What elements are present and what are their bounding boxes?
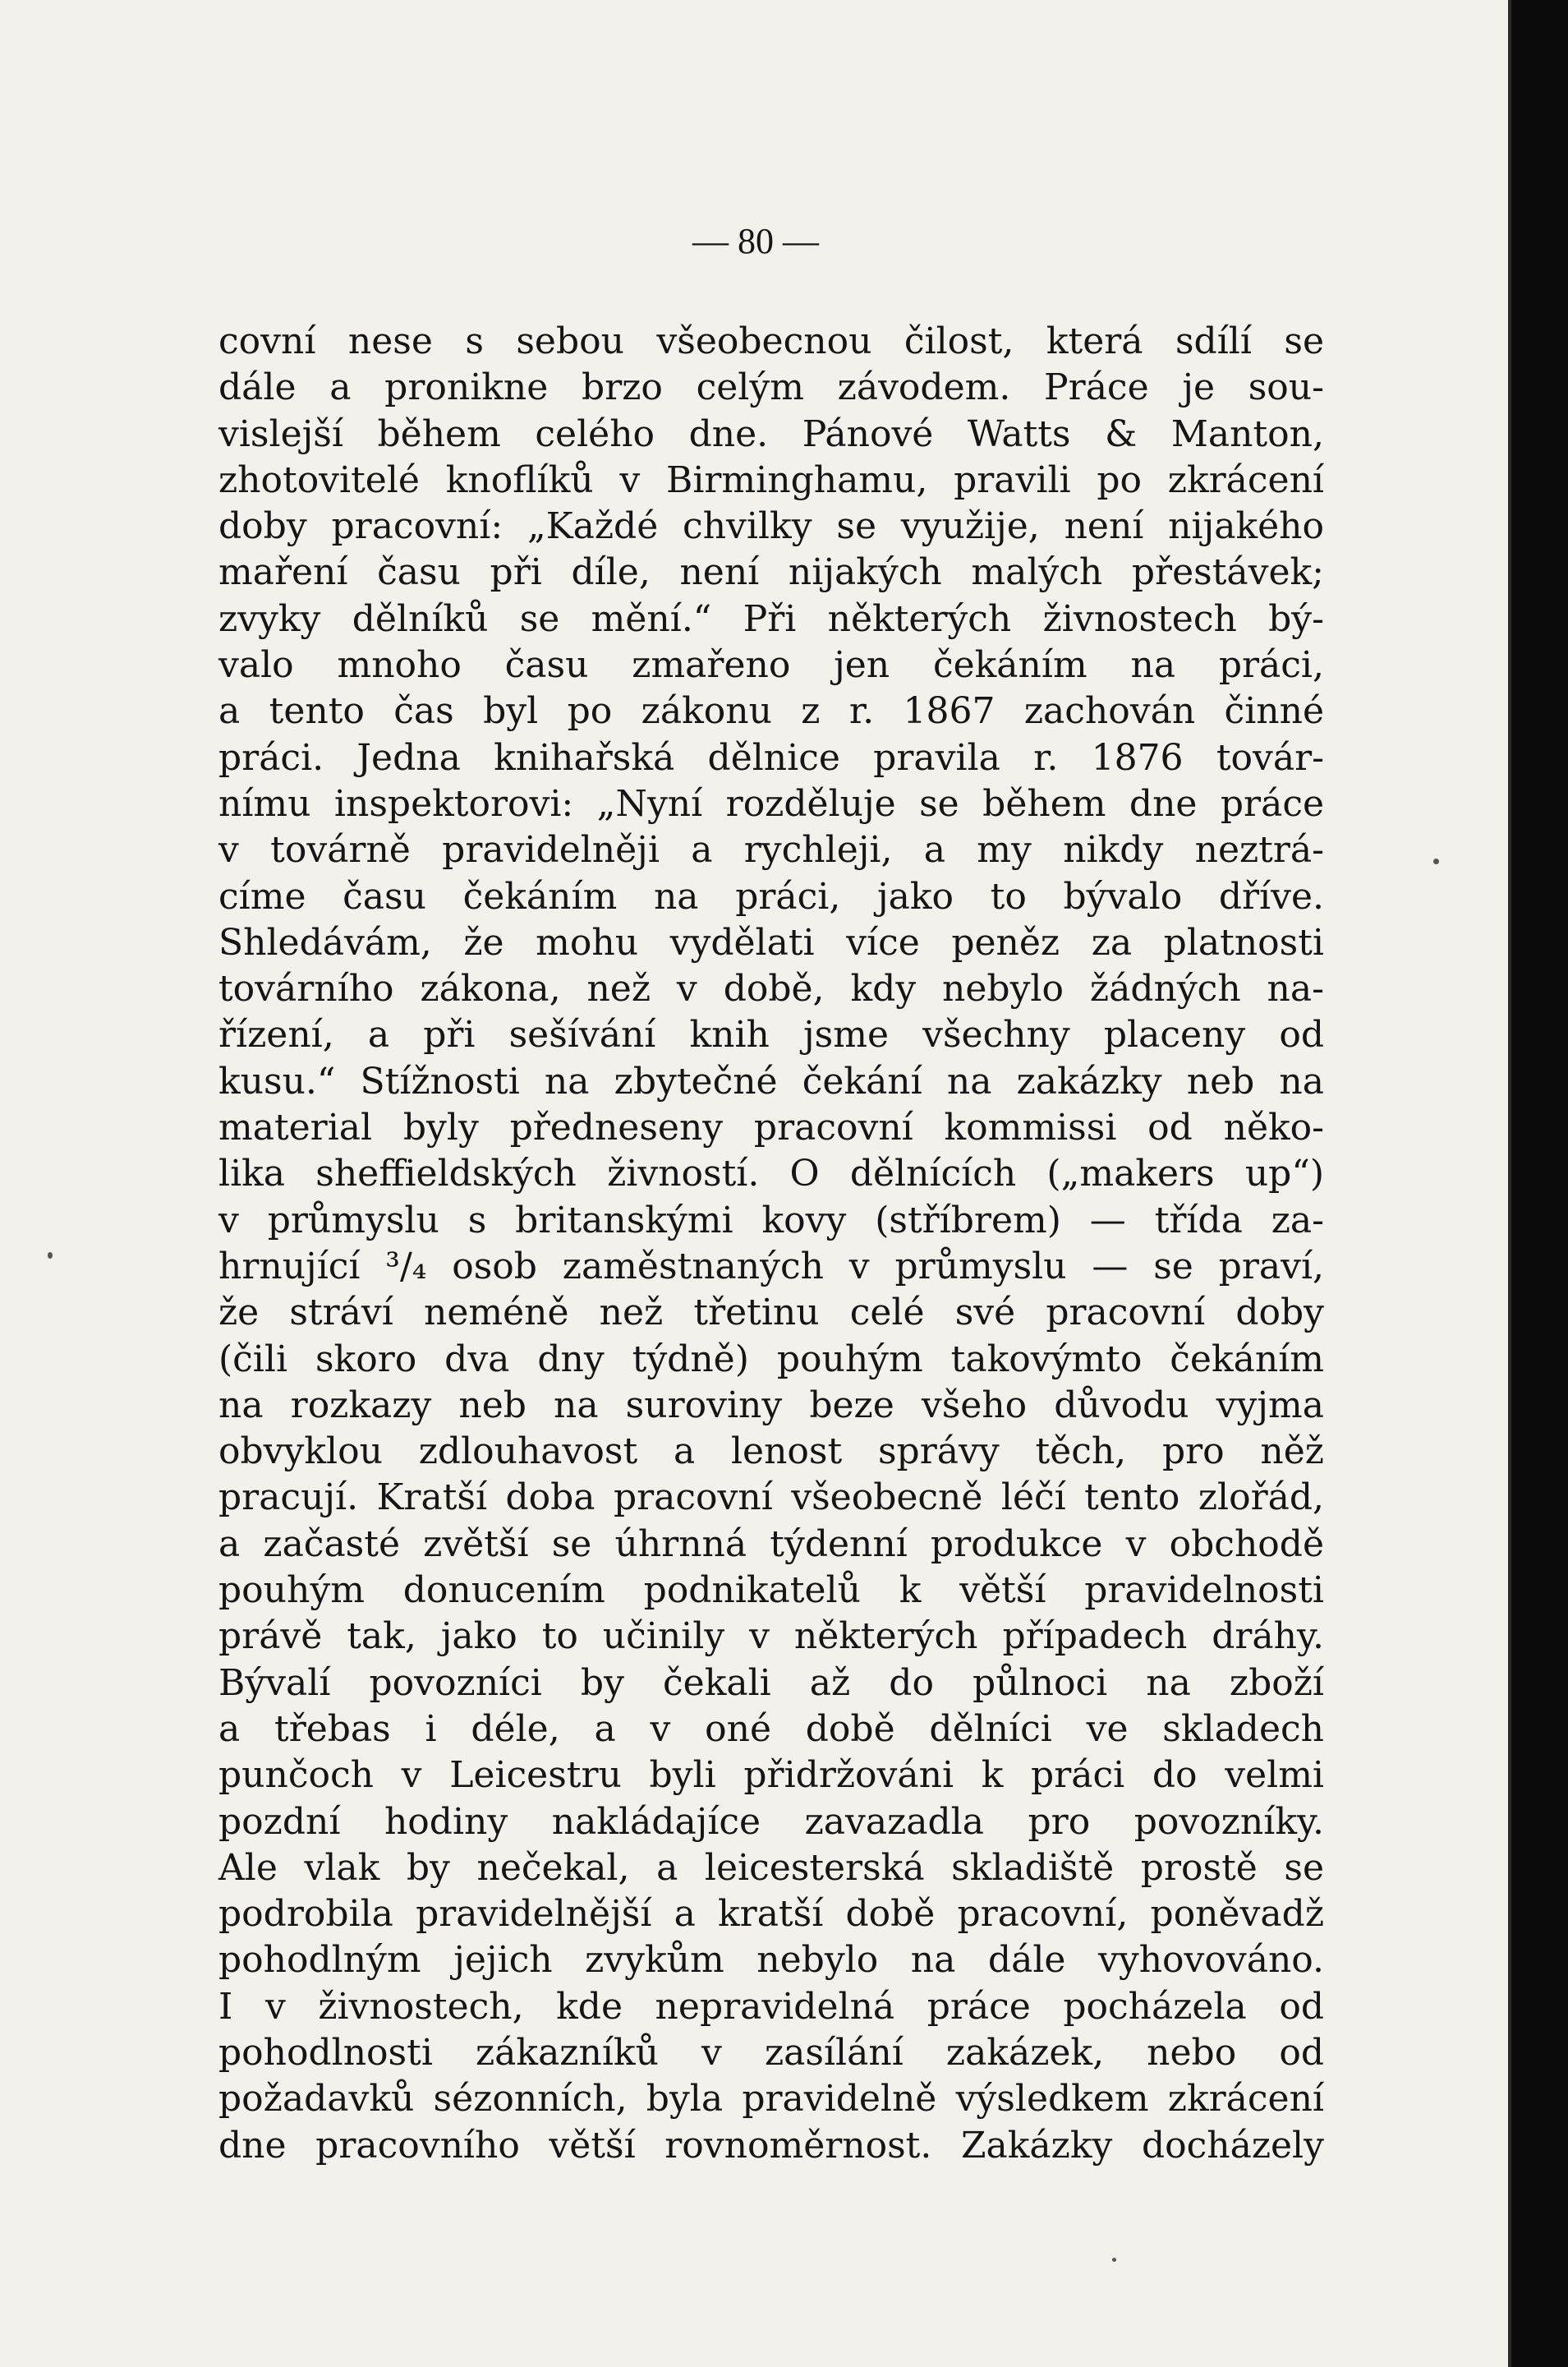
text-line: továrního zákona, než v době, kdy nebylo žádných na- [218,968,1324,1011]
text-line: a tento čas byl po zákonu z r. 1867 zachován činné [218,690,1324,733]
text-line: zhotovitelé knoflíků v Birminghamu, pravili po zkrácení [218,458,1324,501]
text-line: dále a pronikne brzo celým závodem. Práce je sou- [218,366,1324,409]
text-line: lika sheffieldských živností. O dělnících („makers up“) [218,1153,1324,1195]
text-line: pohodlným jejich zvykům nebylo na dále vyhovováno. [218,1939,1324,1982]
paper-speck [1112,2258,1116,2262]
text-line: I v živnostech, kde nepravidelná práce pocházela od [218,1985,1324,2028]
text-line: obvyklou zdlouhavost a lenost správy těch, pro něž [218,1430,1324,1473]
text-line: vislejší během celého dne. Pánové Watts & Manton, [218,412,1324,455]
text-line: v továrně pravidelněji a rychleji, a my nikdy neztrá- [218,829,1324,872]
text-line: Shledávám, že mohu vydělati více peněz za platnosti [218,921,1324,964]
page-number: — 80 — [692,221,819,261]
text-line: a začasté zvětší se úhrnná týdenní produkce v obchodě [218,1522,1324,1565]
text-line: zvyky dělníků se mění.“ Při některých živnostech bý- [218,597,1324,640]
text-line: dne pracovního větší rovnoměrnost. Zakázky docházely [218,2124,1324,2167]
text-line: pohodlnosti zákazníků v zasílání zakázek, nebo od [218,2031,1324,2074]
text-line: material byly předneseny pracovní kommissi od něko- [218,1107,1324,1149]
text-line: pozdní hodiny nakládajíce zavazadla pro povozníky. [218,1800,1324,1843]
text-line: Ale vlak by nečekal, a leicesterská skladiště prostě se [218,1846,1324,1889]
text-line: požadavků sézonních, byla pravidelně výsledkem zkrácení [218,2078,1324,2121]
body-text [218,319,1324,2169]
text-line: řízení, a při sešívání knih jsme všechny placeny od [218,1014,1324,1057]
text-line: v průmyslu s britanskými kovy (stříbrem) — třída za- [218,1199,1324,1241]
text-line: punčoch v Leicestru byli přidržováni k práci do velmi [218,1754,1324,1797]
text-line: pouhým donucením podnikatelů k větší pravidelnosti [218,1569,1324,1612]
text-line: Bývalí povozníci by čekali až do půlnoci na zboží [218,1661,1324,1704]
text-line: valo mnoho času zmařeno jen čekáním na práci, [218,644,1324,687]
text-line: kusu.“ Stížnosti na zbytečné čekání na zakázky neb na [218,1060,1324,1103]
text-line: práci. Jedna knihařská dělnice pravila r. 1876 továr- [218,736,1324,779]
paper-speck [48,1252,53,1259]
text-line: pracují. Kratší doba pracovní všeobecně léčí tento zlořád, [218,1476,1324,1519]
text-line: címe času čekáním na práci, jako to bývalo dříve. [218,875,1324,918]
text-line: (čili skoro dva dny týdně) pouhým takovýmto čekáním [218,1338,1324,1380]
text-line: nímu inspektorovi: „Nyní rozděluje se během dne práce [218,782,1324,825]
text-line: na rozkazy neb na suroviny beze všeho důvodu vyjma [218,1384,1324,1426]
text-line: podrobila pravidelnější a kratší době pracovní, poněvadž [218,1893,1324,1936]
text-line: že stráví neméně než třetinu celé své pracovní doby [218,1292,1324,1334]
text-line: maření času při díle, není nijakých malých přestávek; [218,551,1324,594]
text-line: právě tak, jako to učinily v některých případech dráhy. [218,1615,1324,1658]
text-line: doby pracovní: „Každé chvilky se využije, není nijakého [218,505,1324,548]
text-line: hrnující ³/₄ osob zaměstnaných v průmyslu — se praví, [218,1245,1324,1287]
text-line: covní nese s sebou všeobecnou čilost, která sdílí se [218,320,1324,362]
paper-speck [1433,859,1439,864]
text-line: a třebas i déle, a v oné době dělníci ve skladech [218,1707,1324,1750]
